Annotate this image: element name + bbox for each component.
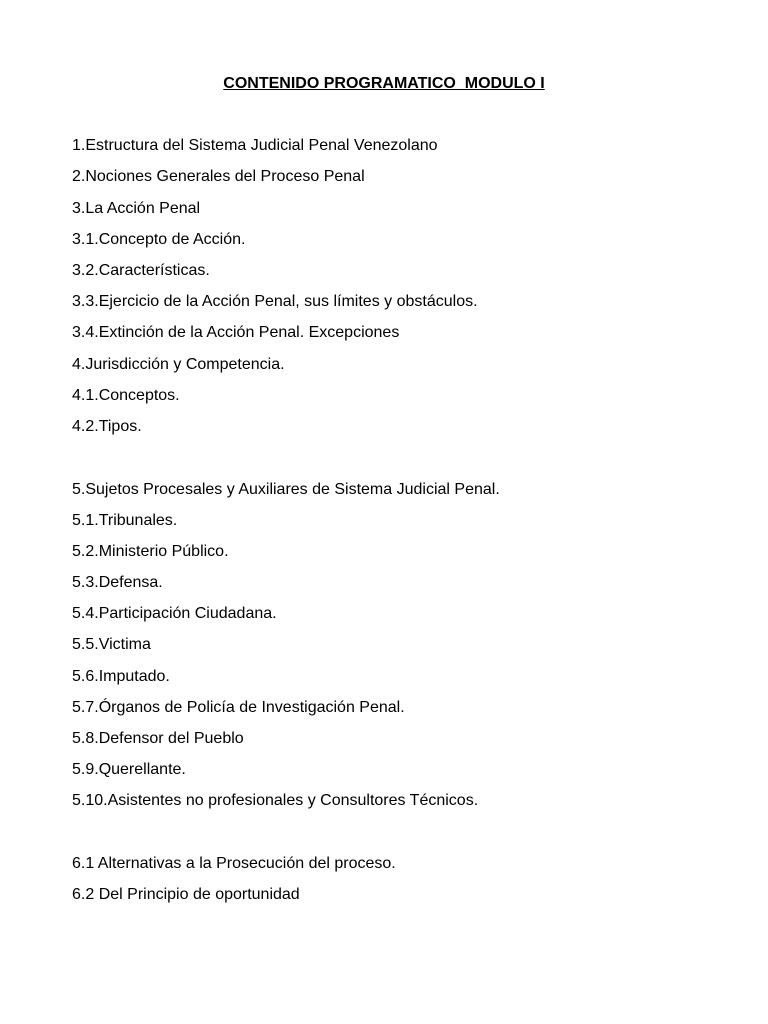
list-item: 5.8.Defensor del Pueblo [72,730,244,747]
list-item: 5.1.Tribunales. [72,512,178,529]
list-item: 3.1.Concepto de Acción. [72,231,246,248]
list-item: 3.4.Extinción de la Acción Penal. Excepciones [72,324,400,341]
list-item: 4.1.Conceptos. [72,387,180,404]
list-item: 5.10.Asistentes no profesionales y Consultores Técnicos. [72,792,479,809]
list-item: 5.Sujetos Procesales y Auxiliares de Sistema Judicial Penal. [72,481,500,498]
list-item: 6.2 Del Principio de oportunidad [72,886,300,903]
list-item: 3.La Acción Penal [72,200,201,217]
list-item: 5.9.Querellante. [72,761,186,778]
list-item: 5.3.Defensa. [72,574,163,591]
list-item: 5.7.Órganos de Policía de Investigación Penal. [72,699,405,716]
list-item: 3.3.Ejercicio de la Acción Penal, sus límites y obstáculos. [72,293,478,310]
list-item: 4.Jurisdicción y Competencia. [72,356,285,373]
list-item: 5.4.Participación Ciudadana. [72,605,277,622]
document-title: CONTENIDO PROGRAMATICO MODULO I [223,75,545,92]
list-item: 6.1 Alternativas a la Prosecución del proceso. [72,855,396,872]
list-item: 5.5.Victima [72,636,151,653]
list-item: 5.6.Imputado. [72,668,170,685]
list-item: 1.Estructura del Sistema Judicial Penal Venezolano [72,137,438,154]
list-item: 5.2.Ministerio Público. [72,543,229,560]
list-item: 3.2.Características. [72,262,210,279]
list-item: 4.2.Tipos. [72,418,142,435]
list-item: 2.Nociones Generales del Proceso Penal [72,168,365,185]
